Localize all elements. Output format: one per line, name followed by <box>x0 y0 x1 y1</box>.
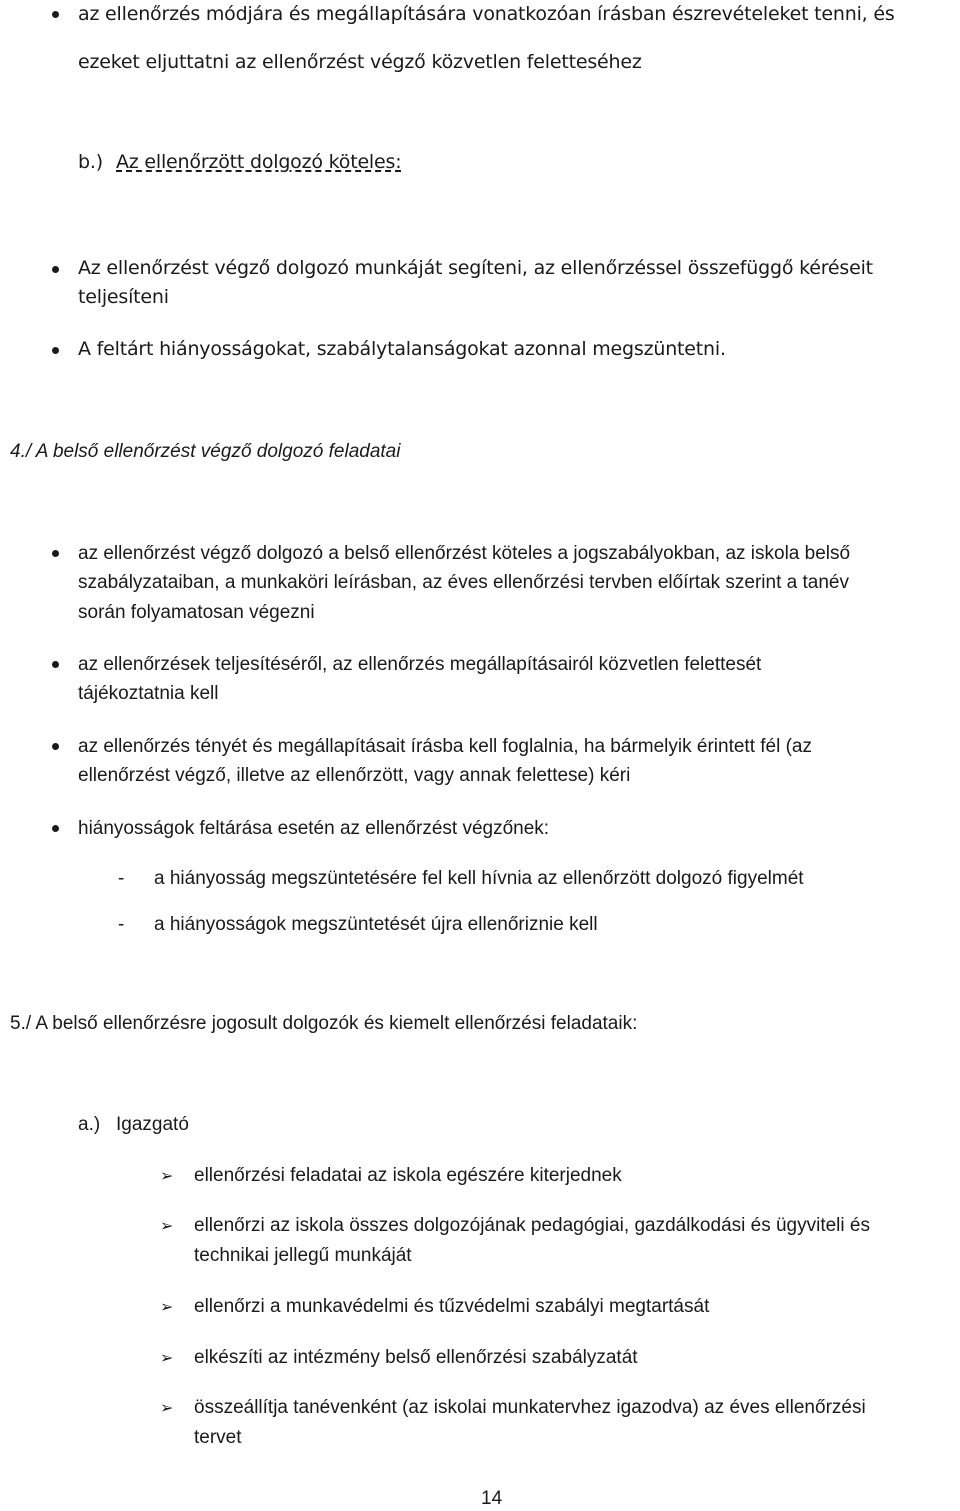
section-4-item-3-line-1: az ellenőrzés tényét és megállapításait írásba kell foglalnia, ha bármelyik érintett fél (az <box>78 736 812 757</box>
bullet-icon <box>52 550 59 557</box>
bullet-icon <box>52 266 59 273</box>
dash-marker: - <box>118 868 125 889</box>
dash-item-1: a hiányosság megszüntetésére fel kell hívnia az ellenőrzött dolgozó figyelmét <box>154 868 804 889</box>
section-4-item-1-line-1: az ellenőrzést végző dolgozó a belső ellenőrzést köteles a jogszabályokban, az iskola belső <box>78 543 851 564</box>
arrow-bullet-icon: ➢ <box>160 1348 174 1367</box>
arrow-bullet-icon: ➢ <box>160 1297 174 1316</box>
section-4-item-3-line-2: ellenőrzést végző, illetve az ellenőrzött, vagy annak felettese) kéri <box>78 765 631 786</box>
section-5-item-3-line-1: ellenőrzi a munkavédelmi és tűzvédelmi szabályi megtartását <box>194 1296 710 1317</box>
section-b-item-1-line-1: Az ellenőrzést végző dolgozó munkáját segíteni, az ellenőrzéssel összefüggő kéréseit <box>78 257 873 279</box>
section-b-title: Az ellenőrzött dolgozó köteles: <box>116 151 402 173</box>
page-number: 14 <box>481 1488 503 1509</box>
section-4-item-1-line-2: szabályzataiban, a munkaköri leírásban, az éves ellenőrzési tervben előírtak szerint a tanév <box>78 572 849 593</box>
bullet-icon <box>52 825 59 832</box>
dash-marker: - <box>118 914 125 935</box>
section-b-item-1-line-2: teljesíteni <box>78 286 169 308</box>
top-bullet-line-2: ezeket eljuttatni az ellenőrzést végző közvetlen feletteséhez <box>78 51 642 73</box>
arrow-bullet-icon: ➢ <box>160 1398 174 1417</box>
section-5-item-4-line-1: elkészíti az intézmény belső ellenőrzési szabályzatát <box>194 1347 638 1368</box>
bullet-icon <box>52 347 59 354</box>
section-5-item-5-line-2: tervet <box>194 1427 242 1448</box>
bullet-icon <box>52 11 59 18</box>
section-b-prefix: b.) <box>78 151 103 173</box>
section-5-item-2-line-1: ellenőrzi az iskola összes dolgozójának pedagógiai, gazdálkodási és ügyviteli és <box>194 1215 870 1236</box>
section-5-item-1-line-1: ellenőrzési feladatai az iskola egészére kiterjednek <box>194 1165 622 1186</box>
section-b-item-2-line-1: A feltárt hiányosságokat, szabálytalanságokat azonnal megszüntetni. <box>78 338 726 360</box>
section-4-item-2-line-2: tájékoztatnia kell <box>78 683 219 704</box>
section-5-sub-prefix: a.) <box>78 1114 101 1135</box>
section-4-item-4-line-1: hiányosságok feltárása esetén az ellenőrzést végzőnek: <box>78 818 550 839</box>
bullet-icon <box>52 743 59 750</box>
dash-item-2: a hiányosságok megszüntetését újra ellenőriznie kell <box>154 914 598 935</box>
section-4-heading: 4./ A belső ellenőrzést végző dolgozó feladatai <box>10 441 401 462</box>
section-4-item-1-line-3: során folyamatosan végezni <box>78 602 315 623</box>
top-bullet-line-1: az ellenőrzés módjára és megállapítására vonatkozóan írásban észrevételeket tenni, és <box>78 3 895 25</box>
section-5-heading: 5./ A belső ellenőrzésre jogosult dolgozók és kiemelt ellenőrzési feladataik: <box>10 1013 638 1034</box>
arrow-bullet-icon: ➢ <box>160 1166 174 1185</box>
arrow-bullet-icon: ➢ <box>160 1216 174 1235</box>
bullet-icon <box>52 661 59 668</box>
section-5-item-2-line-2: technikai jellegű munkáját <box>194 1245 412 1266</box>
section-5-item-5-line-1: összeállítja tanévenként (az iskolai munkatervhez igazodva) az éves ellenőrzési <box>194 1397 866 1418</box>
section-5-sub-title: Igazgató <box>116 1114 189 1135</box>
section-4-item-2-line-1: az ellenőrzések teljesítéséről, az ellenőrzés megállapításairól közvetlen felettesét <box>78 654 762 675</box>
